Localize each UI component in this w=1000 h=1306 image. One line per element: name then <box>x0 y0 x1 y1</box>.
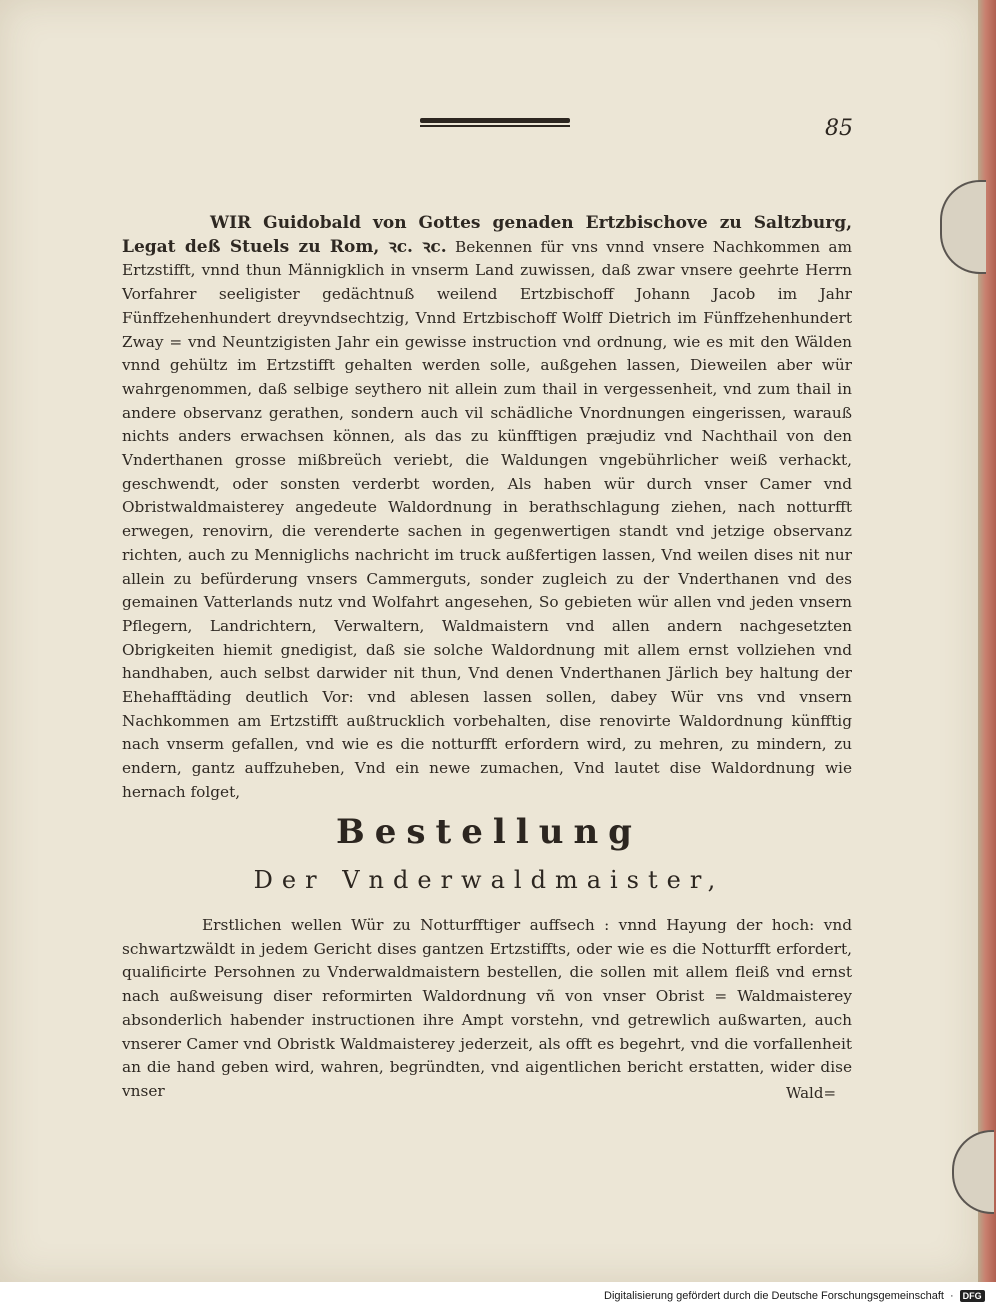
section-subheading: Der Vnderwaldmaister, <box>253 866 725 894</box>
header-rule-thick <box>420 118 570 123</box>
digitization-footer: Digitalisierung gefördert durch die Deutsche Forschungsgemeinschaft · DFG <box>604 1287 998 1305</box>
section-heading: Bestellung <box>336 812 642 852</box>
catchword: Wald= <box>786 1084 837 1102</box>
dfg-logo-icon: DFG <box>960 1290 985 1302</box>
intro-lead: WIR Guidobald von Gottes genaden Ertzbischove zu Saltzburg, Legat deß Stuels zu Rom, ꝛc. ꝛc. <box>122 213 852 257</box>
section-paragraph: Erstlichen wellen Wür zu Notturfftiger auffsech : vnnd Hayung der hoch: vnd schwartzwäldt in jedem Gericht dises gantzen Ertzstiffts, oder wie es die Notturfft erfordert, qualificirte Persohnen zu Vnderwaldmaistern bestellen, die sollen mit allem fleiß vnd ernst nach außweisung diser reformirten Waldordnung vñ von vnser Obrist = Waldmaisterey absonderlich habender instructionen ihre Ampt vorstehn, vnd getrewlich außwarten, auch vnserer Camer vnd Obristk Waldmaisterey jederzeit, als offt es begehrt, vnd die vorfallenheit an die hand geben wird, wahren, begründten, vnd aigentlichen bericht erstatten, wider dise vnser <box>122 916 852 1100</box>
intro-body: Bekennen für vns vnnd vnsere Nachkommen am Ertzstifft, vnnd thun Männigklich in vnserm Land zuwissen, daß zwar vnsere geehrte Herrn Vorfahrer seeligister gedächtnuß weilend Ertzbischoff Johann Jacob im Jahr Fünffzehenhundert dreyvndsechtzig, Vnnd Ertzbischoff Wolff Dietrich im Fünffzehenhundert Zway = vnd Neuntzigisten Jahr ein gewisse instruction vnd ordnung, wie es mit den Wälden vnnd gehültz im Ertzstifft gehalten werden solle, außgehen lassen, Dieweilen aber wür wahrgenommen, daß selbige seythero nit allein zum thail in vergessenheit, vnd zum thail in andere observanz gerathen, sondern auch vil schädliche Vnordnungen eingerissen, warauß nichts anders erwachsen können, als das zu künfftigen præjudiz vnd Nachthail von den Vnderthanen grosse mißbreüch veriebt, die Waldungen vngebührlicher weiß verhackt, geschwendt, oder sonsten verderbt worden, Als haben wür durch vnser Camer vnd Obristwaldmaisterey angedeute Waldordnung in berathschlagung ziehen, nach notturfft erwegen, renovirn, die verenderte sachen in gegenwertigen standt vnd jetzige observanz richten, auch zu Menniglichs nachricht im truck außfertigen lassen, Vnd weilen dises nit nur allein zu befürderung vnsers Cammerguts, sonder zugleich zu der Vnderthanen vnd des gemainen Vatterlands nutz vnd Wolfahrt angesehen, So gebieten wür allen vnd jeden vnsern Pflegern, Landrichtern, Verwaltern, Waldmaistern vnd allen andern nachgesetzten Obrigkeiten hiemit gnedigist, daß sie solche Waldordnung mit allem ernst vollziehen vnd handhaben, auch selbst darwider nit thun, Vnd denen Vnderthanen Järlich bey haltung der Ehehafftäding deutlich Vor: vnd ablesen lassen sollen, dabey Wür vns vnd vnsern Nachkommen am Ertzstifft außtrucklich vorbehalten, dise renovirte Waldordnung künfftig nach vnserm gefallen, vnd wie es die notturfft erfordern wird, zu mehren, zu mindern, zu endern, gantz auffzuheben, Vnd ein newe zumachen, Vnd lautet dise Waldordnung wie hernach folget, <box>122 237 852 801</box>
header-rule-thin <box>420 125 570 127</box>
footer-text: Digitalisierung gefördert durch die Deutsche Forschungsgemeinschaft <box>604 1290 944 1302</box>
page-number: 85 <box>825 116 853 141</box>
intro-paragraph <box>122 212 852 805</box>
header-rule <box>420 118 570 127</box>
